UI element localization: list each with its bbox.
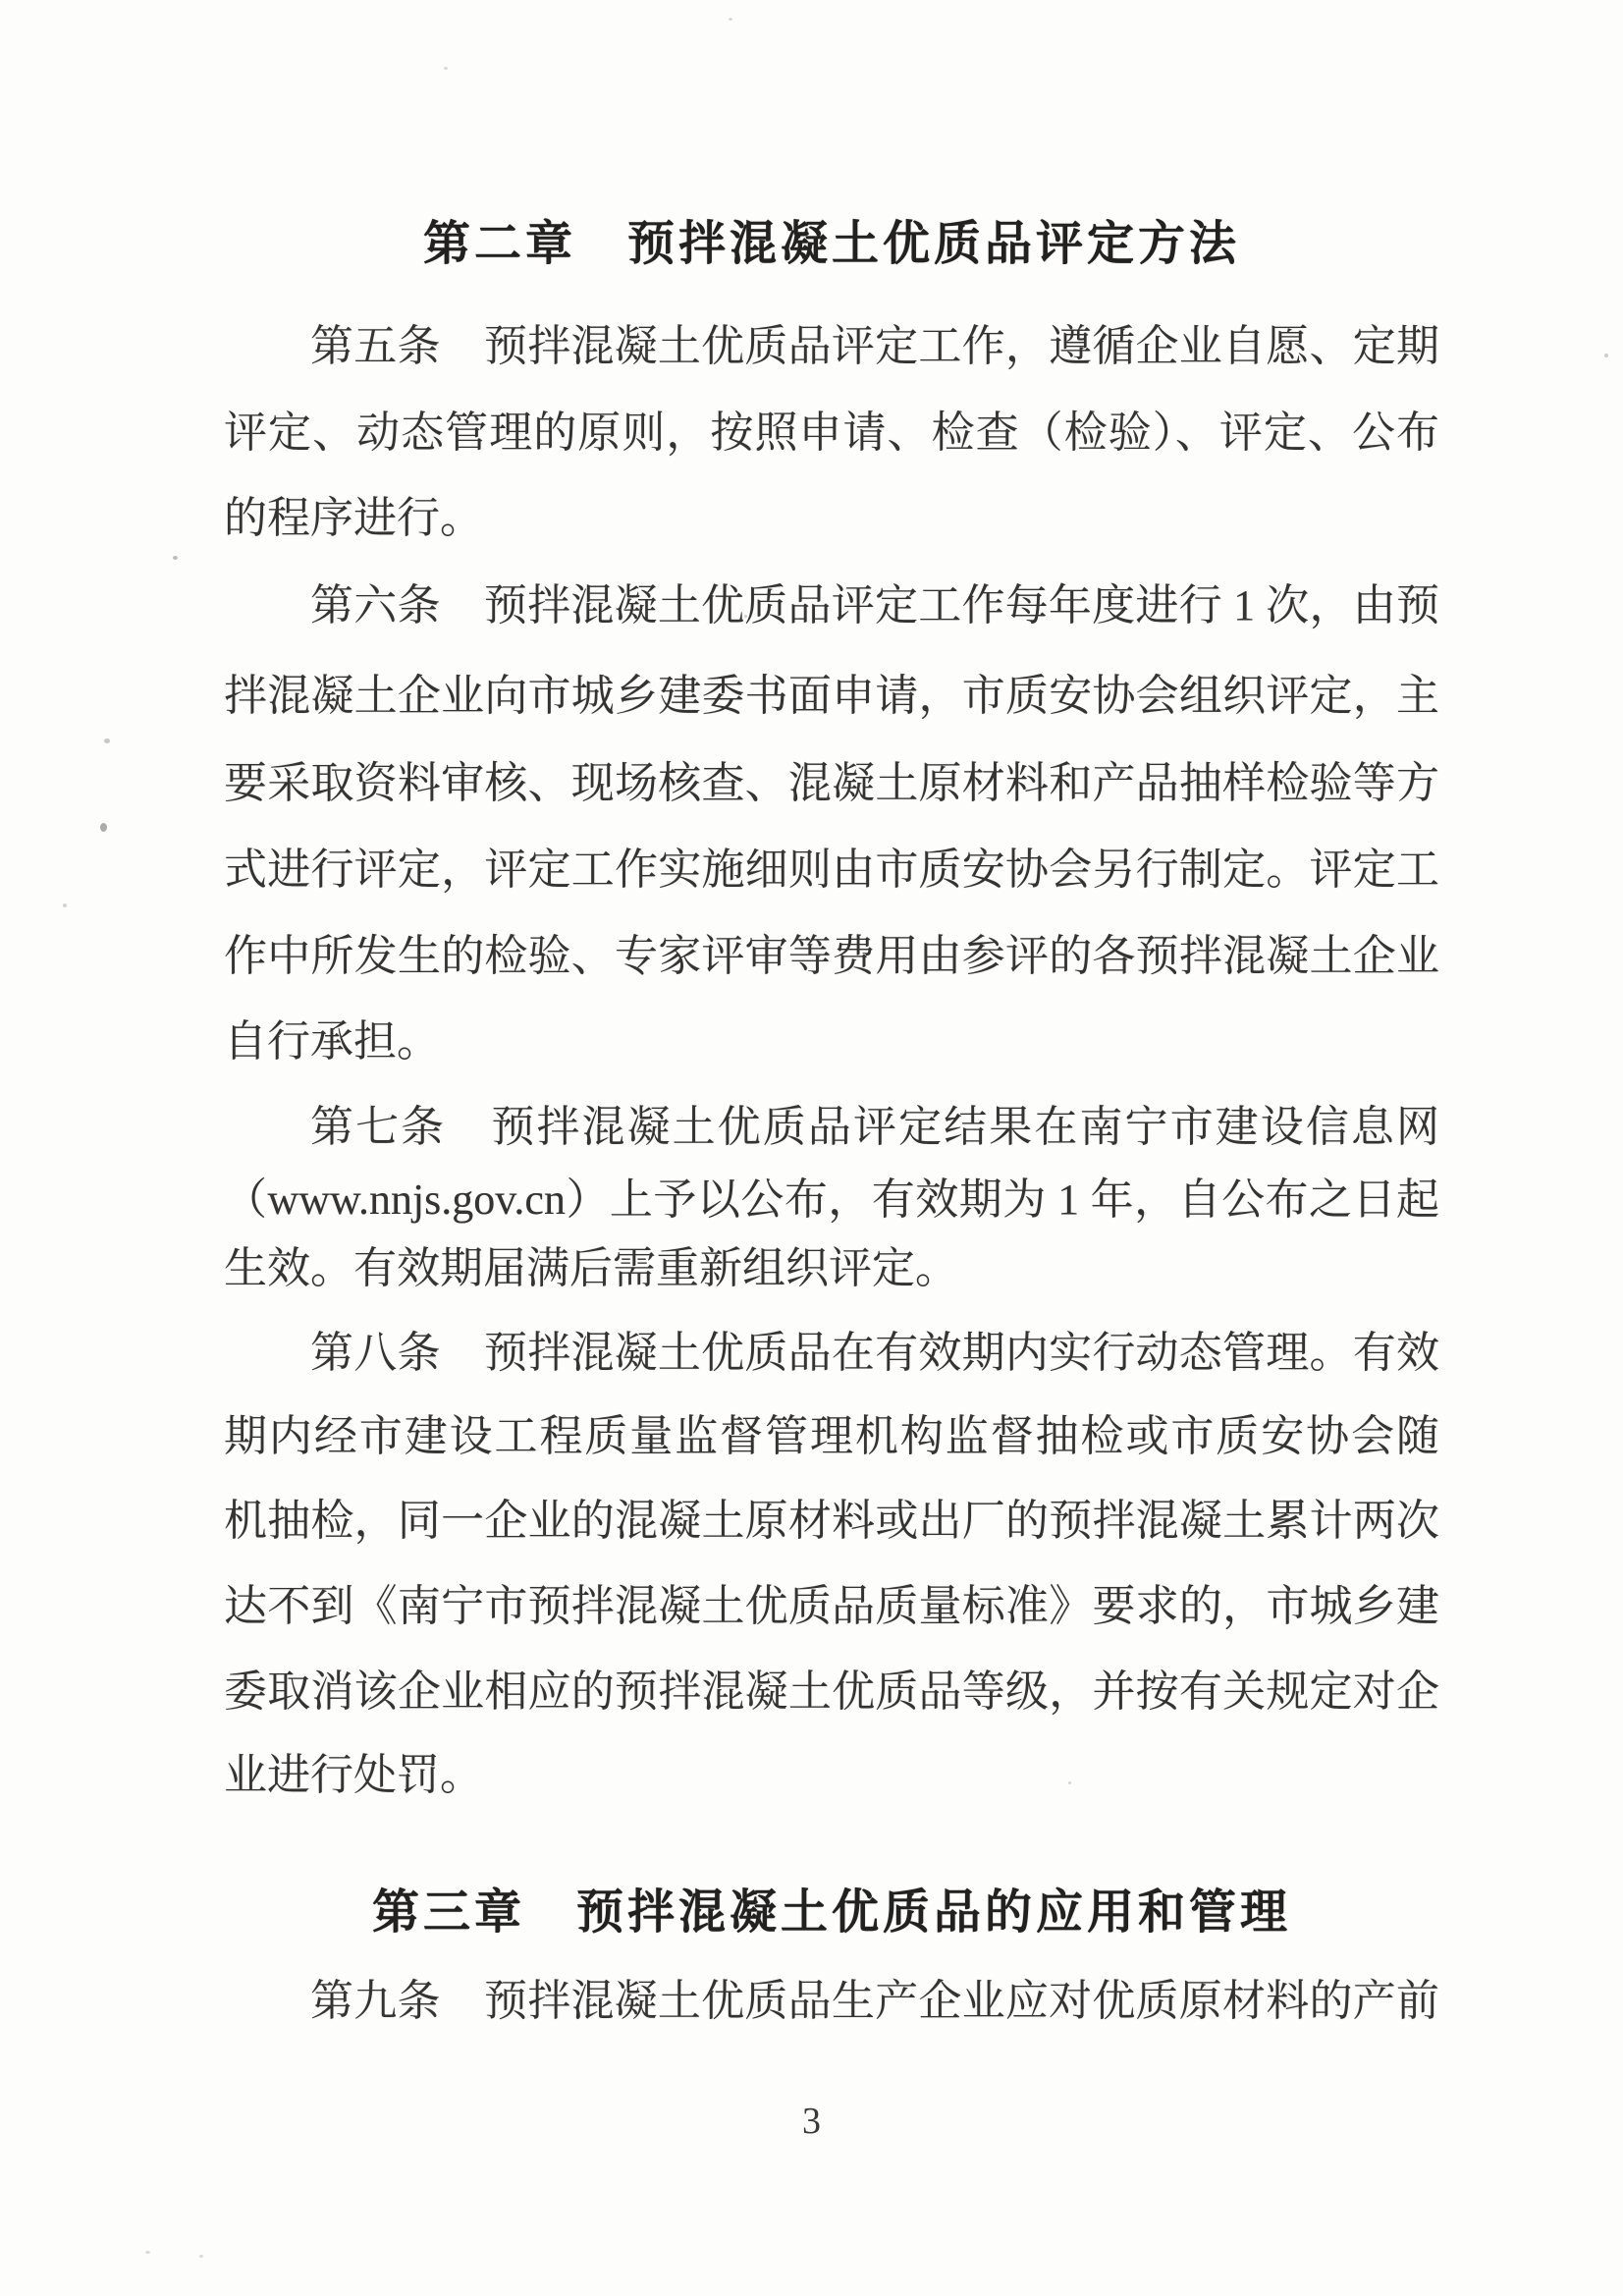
article-8-line: 机抽检，同一企业的混凝土原材料或出厂的预拌混凝土累计两次 bbox=[224, 1497, 1439, 1545]
scan-speck bbox=[173, 556, 178, 560]
article-6-line: 要采取资料审核、现场核查、混凝土原材料和产品抽样检验等方 bbox=[224, 759, 1439, 807]
document-text-block bbox=[224, 0, 1439, 2296]
scan-speck bbox=[1604, 354, 1608, 357]
article-8-line: 第八条 预拌混凝土优质品在有效期内实行动态管理。有效 bbox=[310, 1329, 1439, 1377]
scan-speck bbox=[729, 18, 732, 21]
article-8-line: 业进行处罚。 bbox=[224, 1751, 483, 1799]
scan-speck bbox=[444, 67, 448, 70]
article-8-line: 达不到《南宁市预拌混凝土优质品质量标准》要求的，市城乡建 bbox=[224, 1582, 1439, 1630]
article-9-line: 第九条 预拌混凝土优质品生产企业应对优质原材料的产前 bbox=[310, 1977, 1439, 2025]
article-7-line: 第七条 预拌混凝土优质品评定结果在南宁市建设信息网 bbox=[310, 1103, 1439, 1151]
article-5-line: 第五条 预拌混凝土优质品评定工作，遵循企业自愿、定期 bbox=[310, 322, 1439, 370]
article-6-line: 作中所发生的检验、专家评审等费用由参评的各预拌混凝土企业 bbox=[224, 932, 1439, 980]
scan-speck bbox=[744, 615, 747, 618]
article-6-line: 拌混凝土企业向市城乡建委书面申请，市质安协会组织评定，主 bbox=[224, 672, 1439, 720]
article-6-line: 自行承担。 bbox=[224, 1017, 440, 1066]
scan-speck bbox=[104, 738, 110, 743]
chapter-2-heading: 第二章 预拌混凝土优质品评定方法 bbox=[422, 218, 1240, 270]
article-5-line: 的程序进行。 bbox=[224, 494, 483, 542]
article-5-line: 评定、动态管理的原则，按照申请、检查（检验）、评定、公布 bbox=[224, 409, 1439, 457]
scan-speck bbox=[100, 823, 107, 832]
article-6-line: 式进行评定，评定工作实施细则由市质安协会另行制定。评定工 bbox=[224, 846, 1439, 894]
scan-speck bbox=[1068, 1781, 1071, 1784]
chapter-3-heading: 第三章 预拌混凝土优质品的应用和管理 bbox=[371, 1886, 1291, 1939]
article-8-line: 委取消该企业相应的预拌混凝土优质品等级，并按有关规定对企 bbox=[224, 1667, 1439, 1716]
scan-speck bbox=[199, 2255, 203, 2258]
page-number: 3 bbox=[802, 2101, 821, 2142]
scan-speck bbox=[63, 903, 67, 907]
article-7-line-website: （www.nnjs.gov.cn）上予以公布，有效期为 1 年，自公布之日起 bbox=[224, 1175, 1439, 1224]
scan-speck bbox=[520, 328, 523, 331]
article-7-line: 生效。有效期届满后需重新组织评定。 bbox=[224, 1244, 958, 1292]
article-6-line: 第六条 预拌混凝土优质品评定工作每年度进行 1 次，由预 bbox=[310, 581, 1439, 629]
scan-speck bbox=[145, 2251, 150, 2254]
article-8-line: 期内经市建设工程质量监督管理机构监督抽检或市质安协会随 bbox=[224, 1412, 1439, 1460]
